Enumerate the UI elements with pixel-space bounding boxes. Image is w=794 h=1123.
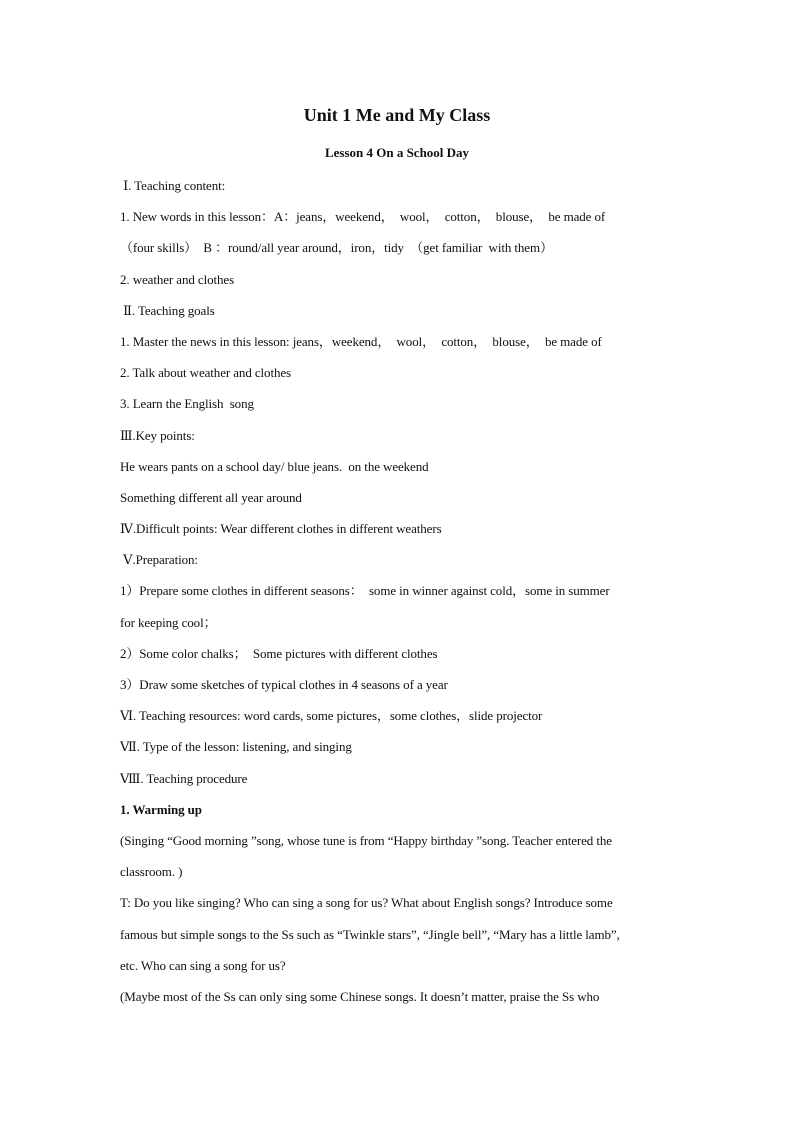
key-point-pants: He wears pants on a school day/ blue jeans. on the weekend xyxy=(120,458,429,474)
procedure-paragraph-line: etc. Who can sing a song for us? xyxy=(120,957,286,973)
goal-item-talk: 2. Talk about weather and clothes xyxy=(120,365,291,381)
new-words-line: 1. New words in this lesson：A：jeans，weekend， wool， cotton， blouse， be made of xyxy=(120,209,606,225)
procedure-paragraph-line: famous but simple songs to the Ss such as “Twinkle stars”, “Jingle bell”, “Mary has a little lamb”, xyxy=(120,926,620,942)
heading-difficult-points: Ⅳ.Difficult points: Wear different clothes in different weathers xyxy=(120,521,442,537)
goal-item-master-words: 1. Master the news in this lesson: jeans，weekend， wool， cotton， blouse， be made of xyxy=(120,333,602,349)
procedure-paragraph-line: (Singing “Good morning ”song, whose tune is from “Happy birthday ”song. Teacher entered the xyxy=(120,832,612,848)
document-body xyxy=(120,174,680,1016)
heading-teaching-content: Ⅰ. Teaching content: xyxy=(120,178,226,193)
heading-teaching-goals: Ⅱ. Teaching goals xyxy=(120,302,215,318)
preparation-item-clothes: 1）Prepare some clothes in different seasons： some in winner against cold，some in summer xyxy=(120,583,610,599)
preparation-item-sketches: 3）Draw some sketches of typical clothes in 4 seasons of a year xyxy=(120,677,448,692)
preparation-item-chalks: 2）Some color chalks； Some pictures with different clothes xyxy=(120,645,438,661)
procedure-paragraph-line: classroom. ) xyxy=(120,864,183,880)
heading-warming-up: 1. Warming up xyxy=(120,801,202,817)
heading-teaching-procedure: Ⅷ. Teaching procedure xyxy=(120,770,248,786)
key-point-different: Something different all year around xyxy=(120,489,302,505)
new-words-line-continued: （four skills） B ：round/all year around，iron，tidy （get familiar with them） xyxy=(120,240,553,256)
lesson-subtitle: Lesson 4 On a School Day xyxy=(324,145,470,160)
content-item-weather: 2. weather and clothes xyxy=(120,271,235,287)
goal-item-song: 3. Learn the English song xyxy=(120,396,254,412)
heading-preparation: Ⅴ.Preparation: xyxy=(120,552,198,568)
heading-teaching-resources: Ⅵ. Teaching resources: word cards, some pictures，some clothes，slide projector xyxy=(120,708,543,724)
preparation-item-clothes-continued: for keeping cool； xyxy=(120,614,217,630)
heading-key-points: Ⅲ.Key points: xyxy=(120,427,195,443)
heading-lesson-type: Ⅶ. Type of the lesson: listening, and singing xyxy=(120,739,352,755)
document-title: Unit 1 Me and My Class xyxy=(303,105,491,125)
procedure-paragraph-line: T: Do you like singing? Who can sing a song for us? What about English songs? Introduce some xyxy=(120,895,613,911)
procedure-paragraph-line: (Maybe most of the Ss can only sing some Chinese songs. It doesn’t matter, praise the Ss who xyxy=(120,988,600,1004)
